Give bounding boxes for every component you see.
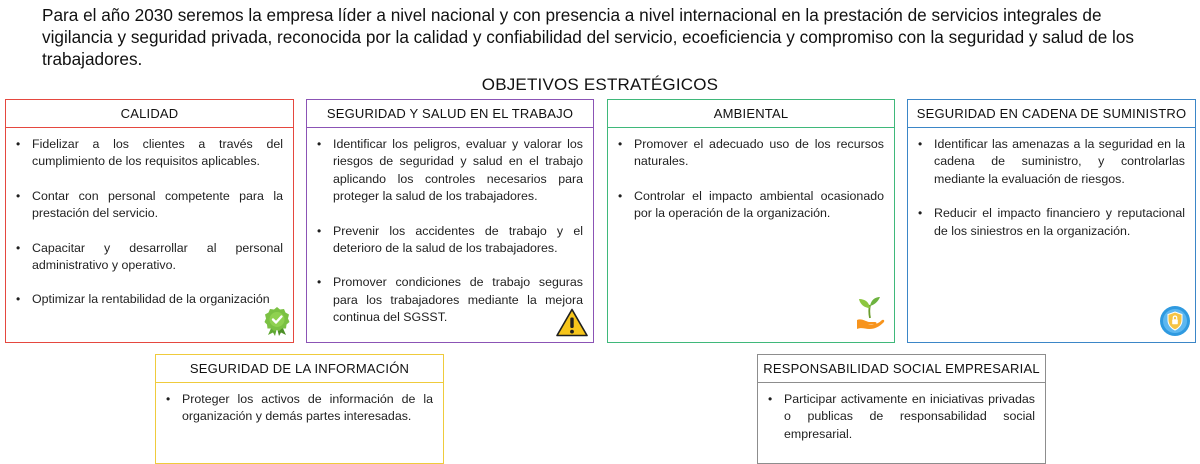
card-title: AMBIENTAL <box>608 100 894 128</box>
objective-list <box>908 128 1195 240</box>
list-item: • Prevenir los accidentes de trabajo y el deterioro de la salud de los trabajadores. <box>333 223 583 258</box>
objective-card-cadena-suministro <box>907 99 1196 343</box>
list-item: • Reducir el impacto financiero y reputacional de los siniestros en la organización. <box>934 205 1185 240</box>
list-item: • Identificar los peligros, evaluar y valorar los riesgos de seguridad y salud en el trabajo aplicando los controles necesarios para proteger la salud de los trabajadores. <box>333 136 583 206</box>
objective-list <box>156 383 443 426</box>
list-item: • Capacitar y desarrollar al personal administrativo y operativo. <box>32 240 283 275</box>
list-item: • Promover condiciones de trabajo seguras para los trabajadores mediante la mejora continua del SGSST. <box>333 274 583 326</box>
card-title: SEGURIDAD EN CADENA DE SUMINISTRO <box>908 100 1195 128</box>
objective-list <box>307 128 593 327</box>
check-badge-icon <box>263 306 291 336</box>
objective-card-responsabilidad-social <box>757 354 1046 464</box>
objective-card-calidad <box>5 99 294 343</box>
list-item: • Proteger los activos de información de la organización y demás partes interesadas. <box>182 391 433 426</box>
list-item: • Optimizar la rentabilidad de la organización <box>32 291 283 308</box>
list-item: • Controlar el impacto ambiental ocasionado por la operación de la organización. <box>634 188 884 223</box>
objective-list <box>758 383 1045 443</box>
card-title: RESPONSABILIDAD SOCIAL EMPRESARIAL <box>758 355 1045 383</box>
objective-list <box>6 128 293 309</box>
vision-statement: Para el año 2030 seremos la empresa líder a nivel nacional y con presencia a nivel internacional en la prestación de servicios integrales de vigilancia y seguridad privada, reconocida por la calidad y confiabilidad del servicio, ecoeficiencia y compromiso con la seguridad y salud de los trabajadores. <box>42 5 1135 69</box>
card-title: SEGURIDAD DE LA INFORMACIÓN <box>156 355 443 383</box>
list-item: • Contar con personal competente para la prestación del servicio. <box>32 188 283 223</box>
objective-list <box>608 128 894 223</box>
list-item: • Fidelizar a los clientes a través del cumplimiento de los requisitos aplicables. <box>32 136 283 171</box>
card-title: CALIDAD <box>6 100 293 128</box>
objective-card-sst <box>306 99 594 343</box>
list-item: • Identificar las amenazas a la seguridad en la cadena de suministro, y controlarlas mediante la evaluación de riesgos. <box>934 136 1185 188</box>
plant-in-hand-icon <box>855 296 885 332</box>
objective-card-seguridad-informacion <box>155 354 444 464</box>
warning-icon <box>556 308 588 337</box>
list-item: • Promover el adecuado uso de los recursos naturales. <box>634 136 884 171</box>
card-title: SEGURIDAD Y SALUD EN EL TRABAJO <box>307 100 593 128</box>
objective-card-ambiental <box>607 99 895 343</box>
list-item: • Participar activamente en iniciativas privadas o publicas de responsabilidad social empresarial. <box>784 391 1035 443</box>
section-title: OBJETIVOS ESTRATÉGICOS <box>481 75 719 94</box>
shield-lock-icon <box>1159 305 1191 337</box>
